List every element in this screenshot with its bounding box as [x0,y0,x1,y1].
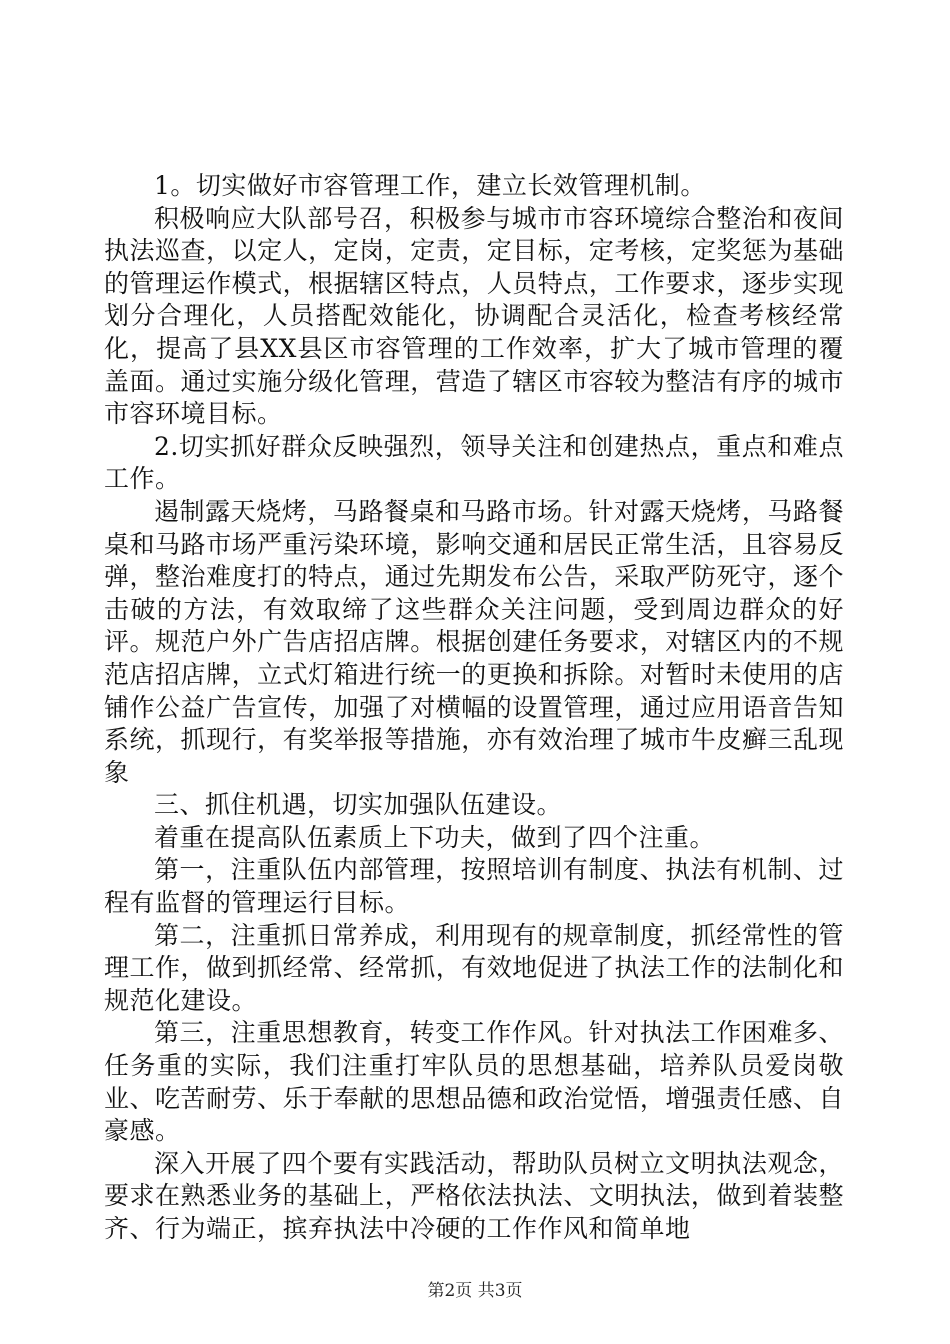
paragraph-heading-2: 2.切实抓好群众反映强烈，领导关注和创建热点，重点和难点工作。 [104,431,844,494]
paragraph: 第二，注重抓日常养成，利用现有的规章制度，抓经常性的管理工作，做到抓经常、经常抓，有效地促进了执法工作的法制化和规范化建设。 [104,920,844,1015]
paragraph-heading-1: 1。切实做好市容管理工作，建立长效管理机制。 [154,171,706,200]
paragraph: 着重在提高队伍素质上下功夫，做到了四个注重。 [154,822,716,852]
page-footer: 第2页 共3页 [427,1281,523,1301]
document-body [104,170,844,1246]
paragraph: 积极响应大队部号召，积极参与城市市容环境综合整治和夜间执法巡查，以定人，定岗，定责，定目标，定考核，定奖惩为基础的管理运作模式，根据辖区特点，人员特点，工作要求，逐步实现划分合理化，人员搭配效能化，协调配合灵活化，检查考核经常化，提高了县XX县区市容管理的工作效率，扩大了城市管理的覆盖面。通过实施分级化管理，营造了辖区市容较为整洁有序的城市市容环境目标。 [104,203,844,429]
paragraph: 深入开展了四个要有实践活动，帮助队员树立文明执法观念，要求在熟悉业务的基础上，严格依法执法、文明执法，做到着装整齐、行为端正，摈弃执法中冷硬的工作作风和简单地 [104,1148,844,1243]
paragraph: 第三，注重思想教育，转变工作作风。针对执法工作困难多、任务重的实际，我们注重打牢队员的思想基础，培养队员爱岗敬业、吃苦耐劳、乐于奉献的思想品德和政治觉悟，增强责任感、自豪感。 [104,1018,844,1146]
paragraph: 遏制露天烧烤，马路餐桌和马路市场。针对露天烧烤，马路餐桌和马路市场严重污染环境，影响交通和居民正常生活，且容易反弹，整治难度打的特点，通过先期发布公告，采取严防死守，逐个击破的方法，有效取缔了这些群众关注问题，受到周边群众的好评。规范户外广告店招店牌。根据创建任务要求，对辖区内的不规范店招店牌，立式灯箱进行统一的更换和拆除。对暂时未使用的店铺作公益广告宣传，加强了对横幅的设置管理，通过应用语音告知系统，抓现行，有奖举报等措施，亦有效治理了城市牛皮癣三乱现象 [104,496,844,787]
paragraph: 第一，注重队伍内部管理，按照培训有制度、执法有机制、过程有监督的管理运行目标。 [104,855,844,918]
section-heading-3: 三、抓住机遇，切实加强队伍建设。 [154,790,563,820]
